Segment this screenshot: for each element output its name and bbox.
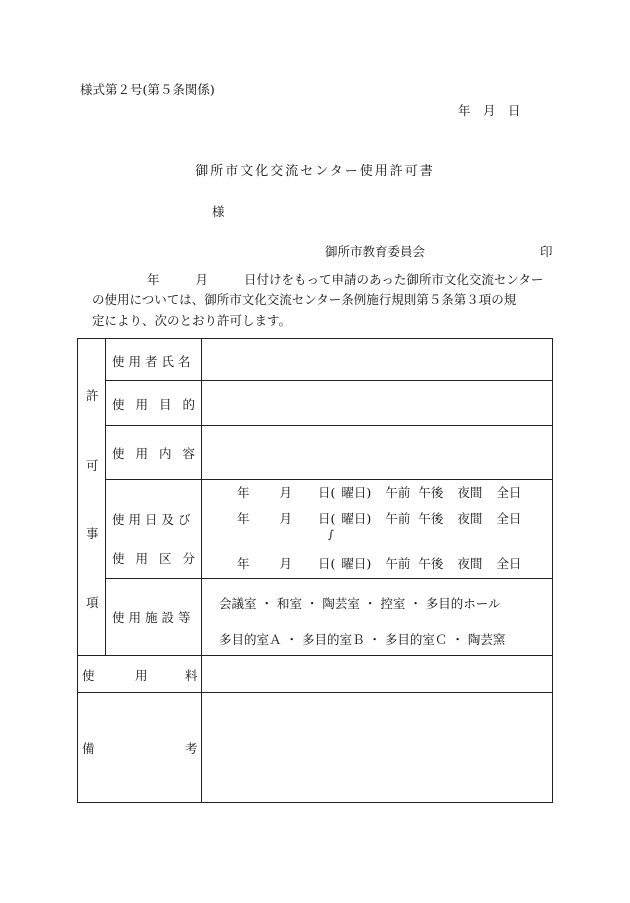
fee-label-char-3: 料 (185, 668, 198, 683)
body-text-line-2: の使用については、御所市文化交流センター条例施行規則第５条第３項の規 (92, 292, 517, 307)
addressee-honorific: 様 (212, 204, 225, 219)
permit-table (77, 338, 553, 803)
body-text-line-3: 定により、次のとおり許可します。 (92, 313, 292, 328)
date-pm: 午後 (418, 556, 444, 571)
fee-label-char-1: 使 (82, 668, 95, 683)
date-weekday: 曜日) (341, 511, 372, 526)
side-label-char-3: 事 (86, 526, 99, 541)
remarks-label-char-1: 備 (82, 741, 95, 756)
date-year: 年 (237, 511, 250, 526)
date-range-mark: ∫ (328, 528, 334, 541)
body-line1-rest: 日付けをもって申請のあった御所市文化交流センター (244, 272, 544, 287)
date-am: 午前 (385, 485, 411, 500)
date-pm: 午後 (418, 511, 444, 526)
date-year: 年 (237, 485, 250, 500)
date-pm: 午後 (418, 485, 444, 500)
date-month: 月 (279, 485, 293, 500)
remarks-label-char-2: 考 (185, 741, 198, 756)
date-am: 午前 (385, 556, 411, 571)
date-year: 年 (237, 556, 250, 571)
date-night: 夜間 (457, 485, 483, 500)
form-number: 様式第２号(第５条関係) (80, 82, 215, 97)
label-user-name: 使用者氏名 (112, 354, 195, 369)
label-purpose: 使用目的 (112, 397, 207, 412)
date-all-day: 全日 (496, 511, 522, 526)
facilities-line-1: 会議室 ・ 和室 ・ 陶芸室 ・ 控室 ・ 多目的ホール (219, 596, 501, 611)
date-row-3 (237, 554, 521, 572)
facilities-line-2: 多目的室Ａ ・ 多目的室Ｂ ・ 多目的室Ｃ ・ 陶芸窯 (219, 632, 506, 647)
date-am: 午前 (385, 511, 411, 526)
date-day: 日( (318, 485, 336, 500)
date-weekday: 曜日) (341, 485, 372, 500)
date-row-2 (237, 509, 521, 527)
issue-date: 年 月 日 (458, 103, 521, 118)
issuer-name: 御所市教育委員会 (325, 244, 426, 259)
date-month: 月 (279, 511, 293, 526)
date-night: 夜間 (457, 556, 483, 571)
side-label-char-4: 項 (86, 595, 99, 610)
document-title: 御所市文化交流センター使用許可書 (195, 164, 435, 179)
label-date-1: 使用日及び (112, 512, 195, 527)
date-day: 日( (318, 511, 336, 526)
side-label-char-2: 可 (86, 458, 99, 473)
date-night: 夜間 (457, 511, 483, 526)
fee-label-char-2: 用 (135, 668, 148, 683)
seal-mark: 印 (540, 244, 553, 259)
label-facilities: 使用施設等 (112, 610, 195, 625)
body-month: 月 (195, 272, 209, 287)
date-day: 日( (318, 556, 336, 571)
date-weekday: 曜日) (341, 556, 372, 571)
body-text-line-1 (147, 270, 543, 290)
date-row-1 (237, 483, 521, 501)
date-month: 月 (279, 556, 293, 571)
side-label-char-1: 許 (86, 388, 99, 403)
label-date-2: 使用区分 (112, 551, 207, 566)
label-content: 使用内容 (112, 446, 207, 461)
body-year: 年 (147, 272, 160, 287)
date-all-day: 全日 (496, 556, 522, 571)
date-all-day: 全日 (496, 485, 522, 500)
